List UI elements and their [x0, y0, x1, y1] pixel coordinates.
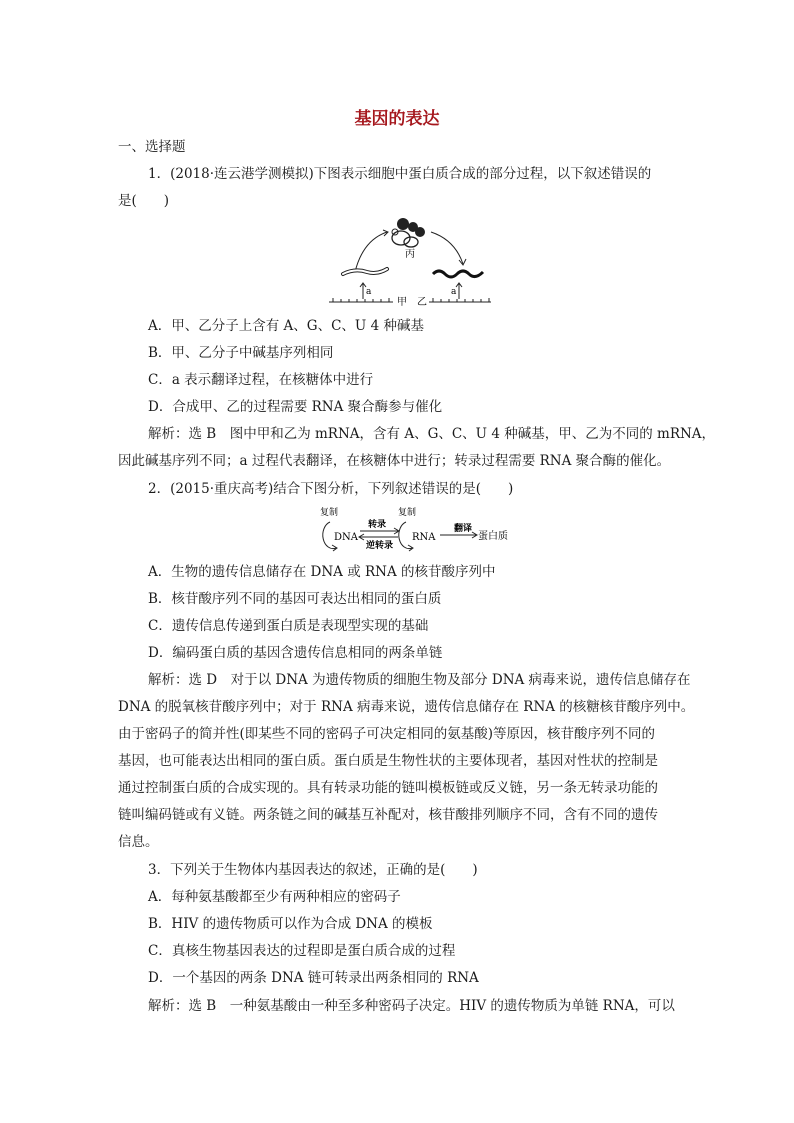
q2-analysis-line4: 基因，也可能表达出相同的蛋白质。蛋白质是生物性状的主要体现者，基因对性状的控制是 [118, 753, 658, 769]
q3-option-c: C．真核生物基因表达的过程即是蛋白质合成的过程 [148, 943, 456, 959]
right-template-strand [429, 298, 491, 302]
q3-analysis-line1: 解析：选 B 一种氨基酸由一种至多种密码子决定。HIV 的遗传物质为单链 RNA，可以 [148, 998, 675, 1014]
left-template-strand [329, 298, 393, 302]
q1-option-d: D．合成甲、乙的过程需要 RNA 聚合酶参与催化 [148, 399, 443, 415]
label-dna: DNA [334, 532, 358, 543]
label-rna: RNA [412, 532, 436, 543]
q2-analysis-line3: 由于密码子的简并性(即某些不同的密码子可决定相同的氨基酸)等原因，核苷酸序列不同的 [118, 726, 656, 742]
q2-analysis-line5: 通过控制蛋白质的合成实现的。具有转录功能的链叫模板链或反义链，另一条无转录功能的 [118, 780, 658, 796]
q2-option-d: D．编码蛋白质的基因含遗传信息相同的两条单链 [148, 645, 443, 661]
left-curved-arrow [355, 232, 387, 272]
q2-analysis-line2: DNA 的脱氧核苷酸序列中；对于 RNA 病毒来说，遗传信息储存在 RNA 的核糖核苷酸序列中。 [118, 699, 695, 715]
q3-option-d: D．一个基因的两条 DNA 链可转录出两条相同的 RNA [148, 970, 479, 986]
q3-stem: 3．下列关于生物体内基因表达的叙述，正确的是( ) [148, 862, 478, 878]
q1-stem-line2: 是( ) [118, 193, 170, 209]
q1-stem-line1: 1．(2018·连云港学测模拟)下图表示细胞中蛋白质合成的部分过程，以下叙述错误的 [148, 166, 652, 182]
q2-option-a: A．生物的遗传信息储存在 DNA 或 RNA 的核苷酸序列中 [148, 564, 496, 580]
right-wavy-strand-icon [433, 271, 483, 277]
q1-option-a: A．甲、乙分子上含有 A、G、C、U 4 种碱基 [148, 318, 424, 334]
q2-analysis-line1: 解析：选 D 对于以 DNA 为遗传物质的细胞生物及部分 DNA 病毒来说，遗传信息储存在 [148, 672, 691, 688]
q1-analysis-line1: 解析：选 B 图中甲和乙为 mRNA，含有 A、G、C、U 4 种碱基，甲、乙为不同的 mRNA， [148, 426, 716, 442]
q2-analysis-line7: 信息。 [118, 834, 159, 850]
q1-analysis-line2: 因此碱基序列不同；a 过程代表翻译，在核糖体中进行；转录过程需要 RNA 聚合酶的催化。 [118, 453, 671, 469]
right-curved-arrow [431, 232, 463, 264]
label-fuzhi-right: 复制 [398, 508, 417, 518]
label-fuzhi-left: 复制 [320, 508, 339, 518]
q3-option-b: B．HIV 的遗传物质可以作为合成 DNA 的模板 [148, 916, 433, 932]
label-zhuanlu: 转录 [368, 520, 387, 530]
q1-option-c: C．a 表示翻译过程，在核糖体中进行 [148, 372, 374, 388]
label-yi: 乙 [417, 297, 427, 308]
rna-replication-loop [399, 522, 412, 549]
q1-translation-figure [325, 214, 495, 310]
label-fanyi: 翻译 [454, 524, 473, 534]
q2-stem: 2．(2015·重庆高考)结合下图分析，下列叙述错误的是( ) [148, 481, 514, 497]
q2-analysis-line6: 链叫编码链或有义链。两条链之间的碱基互补配对，核苷酸排列顺序不同，含有不同的遗传 [118, 807, 658, 823]
page-title: 基因的表达 [354, 109, 440, 129]
q2-option-b: B．核苷酸序列不同的基因可表达出相同的蛋白质 [148, 591, 442, 607]
q1-option-b: B．甲、乙分子中碱基序列相同 [148, 345, 334, 361]
label-jia: 甲 [397, 297, 407, 308]
label-bing: 丙 [405, 249, 415, 260]
label-a-left: a [366, 287, 372, 297]
q2-central-dogma-figure [312, 504, 512, 552]
q2-option-c: C．遗传信息传递到蛋白质是表现型实现的基础 [148, 618, 429, 634]
q3-option-a: A．每种氨基酸都至少有两种相应的密码子 [148, 889, 401, 905]
label-nizhuanlu: 逆转录 [366, 541, 394, 551]
label-a-right: a [451, 287, 457, 297]
ribosome-cluster-icon [392, 218, 425, 247]
section-heading: 一、选择题 [118, 139, 186, 155]
label-protein: 蛋白质 [478, 531, 508, 542]
